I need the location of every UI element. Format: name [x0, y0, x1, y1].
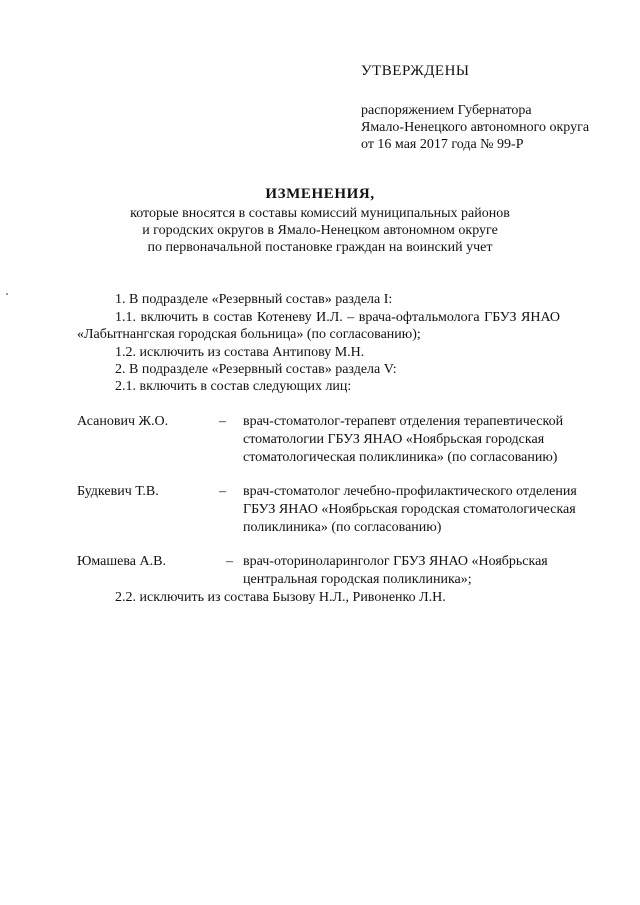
person-description-line: ГБУЗ ЯНАО «Ноябрьская городская стоматологическая — [243, 502, 576, 517]
document-subtitle-3: по первоначальной постановке граждан на воинский учет — [147, 240, 493, 255]
item-1-1-line-2: «Лабытнангская городская больница» (по согласованию); — [77, 327, 421, 342]
scan-speck — [6, 293, 8, 295]
item-1: 1. В подразделе «Резервный состав» раздела I: — [115, 292, 393, 307]
document-subtitle-1: которые вносятся в составы комиссий муниципальных районов — [130, 206, 510, 221]
approval-title: УТВЕРЖДЕНЫ — [361, 63, 470, 79]
document-title: ИЗМЕНЕНИЯ, — [265, 186, 375, 202]
item-1-1-line-1: 1.1. включить в состав Котеневу И.Л. – врача-офтальмолога ГБУЗ ЯНАО — [115, 310, 560, 325]
item-2-1: 2.1. включить в состав следующих лиц: — [115, 379, 352, 394]
approval-line-1: распоряжением Губернатора — [361, 103, 532, 118]
person-description-line: врач-стоматолог-терапевт отделения терапевтической — [243, 414, 564, 429]
person-name: Юмашева А.В. — [77, 554, 166, 569]
person-description-line: врач-стоматолог лечебно-профилактического отделения — [243, 484, 577, 499]
person-description-line: центральная городская поликлиника»; — [243, 572, 472, 587]
item-2-2: 2.2. исключить из состава Бызову Н.Л., Ривоненко Л.Н. — [115, 590, 446, 605]
person-dash: – — [219, 414, 226, 429]
item-1-2: 1.2. исключить из состава Антипову М.Н. — [115, 345, 365, 360]
person-name: Асанович Ж.О. — [77, 414, 169, 429]
person-description-line: стоматологии ГБУЗ ЯНАО «Ноябрьская городская — [243, 432, 545, 447]
person-dash: – — [226, 554, 233, 569]
person-description-line: стоматологическая поликлиника» (по согласованию) — [243, 450, 558, 465]
approval-line-2: Ямало-Ненецкого автономного округа — [361, 120, 590, 135]
approval-line-3: от 16 мая 2017 года № 99-Р — [361, 137, 524, 152]
person-description-line: поликлиника» (по согласованию) — [243, 520, 442, 535]
person-dash: – — [219, 484, 226, 499]
document-subtitle-2: и городских округов в Ямало-Ненецком автономном округе — [142, 223, 498, 238]
item-2: 2. В подразделе «Резервный состав» раздела V: — [115, 362, 397, 377]
person-description-line: врач-оториноларинголог ГБУЗ ЯНАО «Ноябрьская — [243, 554, 548, 569]
person-name: Будкевич Т.В. — [77, 484, 159, 499]
